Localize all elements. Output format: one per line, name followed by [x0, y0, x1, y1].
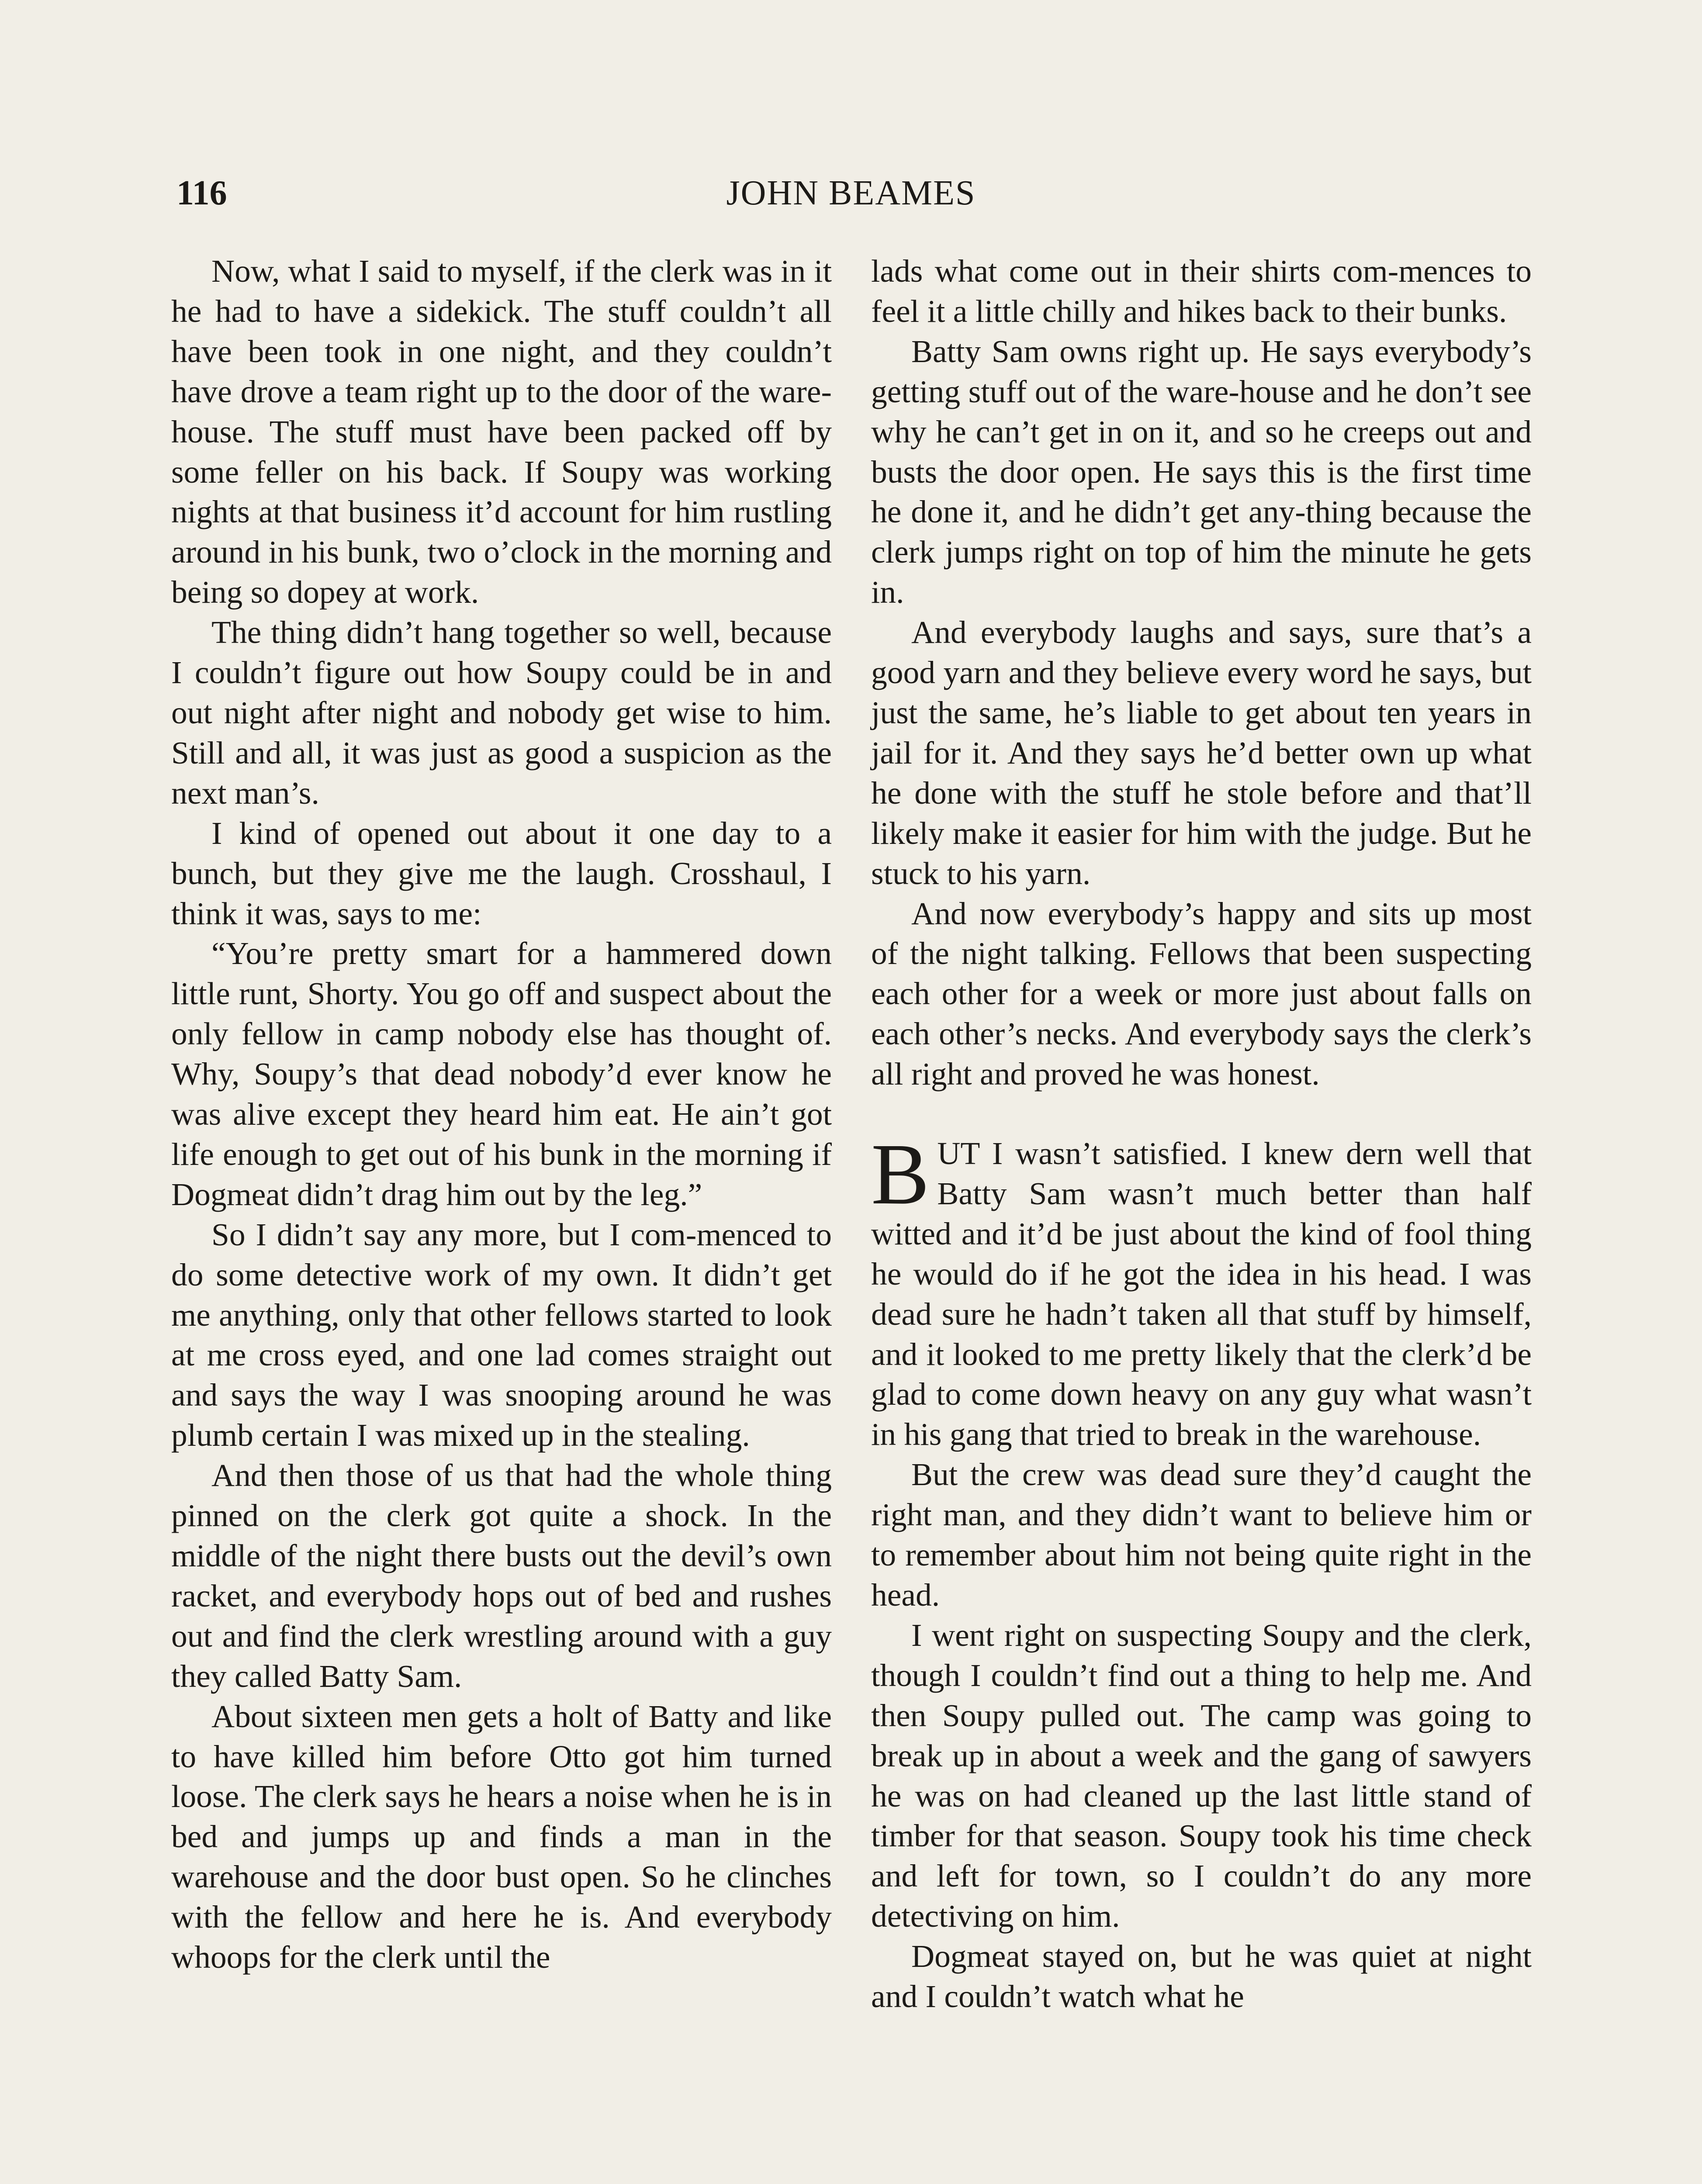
page-number: 116 — [176, 174, 227, 212]
paragraph: The thing didn’t hang together so well, because I couldn’t figure out how Soupy could be in and out night after night and nobody get wise to him. Still and all, it was just as good a suspicion as the next man’s. — [171, 615, 832, 811]
paragraph: I went right on suspecting Soupy and the clerk, though I couldn’t find out a thing to help me. And then Soupy pulled out. The camp was going to break up in about a week and the gang of sawyers he was on had cleaned up the last little stand of timber for that season. Soupy took his time check and left for town, so I couldn’t do any more detectiving on him. — [871, 1617, 1532, 1934]
page-header — [171, 167, 1531, 219]
paragraph: Batty Sam owns right up. He says everybody’s getting stuff out of the ware-house and he don’t see why he can’t get in on it, and so he creeps out and busts the door open. He says this is the first time he done it, and he didn’t get any-thing because the clerk jumps right on top of him the minute he gets in. — [871, 333, 1532, 610]
paragraph: Now, what I said to myself, if the clerk was in it he had to have a sidekick. The stuff couldn’t all have been took in one night, and they couldn’t have drove a team right up to the door of the ware-house. The stuff must have been packed off by some feller on his back. If Soupy was working nights at that business it’d account for him rustling around in his bunk, two o’clock in the morning and being so dopey at work. — [171, 253, 832, 610]
small-caps-lead: UT — [937, 1136, 980, 1171]
paragraph: And then those of us that had the whole thing pinned on the clerk got quite a shock. In the middle of the night there busts out the devil’s own racket, and everybody hops out of bed and rushes out and find the clerk wrestling around with a guy they called Batty Sam. — [171, 1458, 832, 1694]
section-start-paragraph — [871, 1126, 1532, 1455]
paragraph: But the crew was dead sure they’d caught the right man, and they didn’t want to believe him or to remember about him not being quite right in the head. — [871, 1457, 1532, 1613]
paragraph: I kind of opened out about it one day to a bunch, but they give me the laugh. Crosshaul, I think it was, says to me: — [171, 815, 832, 931]
drop-cap: B — [871, 1126, 930, 1223]
paragraph: About sixteen men gets a holt of Batty and like to have killed him before Otto got him turned loose. The clerk says he hears a noise when he is in bed and jumps up and finds a man in the warehouse and the door bust open. So he clinches with the fellow and here he is. And everybody whoops for the clerk until the — [171, 1698, 832, 1975]
running-head: JOHN BEAMES — [726, 174, 976, 212]
right-column — [871, 251, 1532, 2017]
left-column — [171, 251, 832, 1977]
paragraph: And everybody laughs and says, sure that’s a good yarn and they believe every word he says, but just the same, he’s liable to get about ten years in jail for it. And they says he’d better own up what he done with the stuff he stole before and that’ll likely make it easier for him with the judge. But he stuck to his yarn. — [871, 615, 1532, 891]
paragraph-text: I wasn’t satisfied. I knew dern well that Batty Sam wasn’t much better than half witted and it’d be just about the kind of fool thing he would do if he got the idea in his head. I was dead sure he hadn’t taken all that stuff by himself, and it looked to me pretty likely that the clerk’d be glad to come down heavy on any guy what wasn’t in his gang that tried to break in the warehouse. — [871, 1136, 1532, 1452]
paragraph: lads what come out in their shirts com-mences to feel it a little chilly and hikes back to their bunks. — [871, 253, 1532, 329]
paragraph: Dogmeat stayed on, but he was quiet at night and I couldn’t watch what he — [871, 1939, 1532, 2015]
paragraph: And now everybody’s happy and sits up most of the night talking. Fellows that been suspecting each other for a week or more just about falls on each other’s necks. And everybody says the clerk’s all right and proved he was honest. — [871, 895, 1532, 1092]
paragraph: “You’re pretty smart for a hammered down little runt, Shorty. You go off and suspect about the only fellow in camp nobody else has thought of. Why, Soupy’s that dead nobody’d ever know he was alive except they heard him eat. He ain’t got life enough to get out of his bunk in the morning if Dogmeat didn’t drag him out by the leg.” — [171, 936, 832, 1212]
paragraph: So I didn’t say any more, but I com-menced to do some detective work of my own. It didn’t get me anything, only that other fellows started to look at me cross eyed, and one lad comes straight out and says the way I was snooping around he was plumb certain I was mixed up in the stealing. — [171, 1216, 832, 1453]
